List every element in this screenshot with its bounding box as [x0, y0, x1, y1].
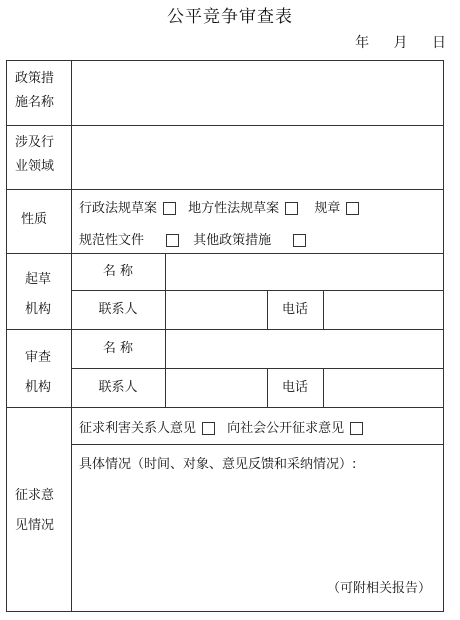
opinion-details-label: 具体情况（时间、对象、意见反馈和采纳情况）:	[79, 457, 357, 472]
drafting-org-name-field[interactable]	[166, 254, 444, 290]
date-day: 日	[432, 35, 446, 51]
nature-options-row2: 规范性文件 其他政策措施	[79, 229, 310, 248]
page-title: 公平竞争审查表	[167, 7, 293, 27]
checkbox-rules[interactable]	[346, 202, 359, 215]
industry-label: 涉及行 业领域	[15, 135, 55, 174]
checkbox-other-policy-measures[interactable]	[293, 234, 306, 247]
checkbox-stakeholder-opinion[interactable]	[202, 422, 215, 435]
review-org-phone-label: 电话	[281, 380, 308, 395]
date-line	[341, 32, 446, 52]
review-org-phone-field[interactable]	[324, 369, 444, 407]
nature-options-row1: 行政法规草案 地方性法规草案 规章	[79, 197, 363, 216]
checkbox-public-opinion[interactable]	[350, 422, 363, 435]
industry-field[interactable]	[72, 126, 444, 189]
checkbox-local-regulation-draft[interactable]	[285, 202, 298, 215]
drafting-org-contact-label: 联系人	[98, 302, 138, 317]
date-month: 月	[393, 35, 408, 51]
drafting-org-phone-label: 电话	[281, 302, 308, 317]
opinions-label: 征求意 见情况	[15, 488, 55, 533]
drafting-org-name-label: 名 称	[102, 264, 134, 279]
policy-name-field[interactable]	[72, 61, 444, 125]
nature-label: 性质	[21, 212, 48, 227]
review-org-contact-field[interactable]	[166, 369, 267, 407]
policy-name-label: 政策措 施名称	[15, 71, 55, 110]
checkbox-admin-regulation-draft[interactable]	[163, 202, 176, 215]
review-org-contact-label: 联系人	[98, 380, 138, 395]
review-org-label: 审查 机构	[25, 350, 52, 395]
date-year: 年	[355, 35, 370, 51]
attachment-note: （可附相关报告）	[326, 581, 431, 596]
review-org-name-label: 名 称	[102, 341, 134, 356]
drafting-org-phone-field[interactable]	[324, 291, 444, 329]
drafting-org-label: 起草 机构	[25, 272, 52, 317]
review-org-name-field[interactable]	[166, 330, 444, 368]
opinion-methods-row: 征求利害关系人意见 向社会公开征求意见	[79, 417, 367, 436]
review-form-table	[6, 60, 444, 612]
drafting-org-contact-field[interactable]	[166, 291, 267, 329]
checkbox-normative-document[interactable]	[166, 234, 179, 247]
opinion-details-field[interactable]	[72, 473, 444, 573]
